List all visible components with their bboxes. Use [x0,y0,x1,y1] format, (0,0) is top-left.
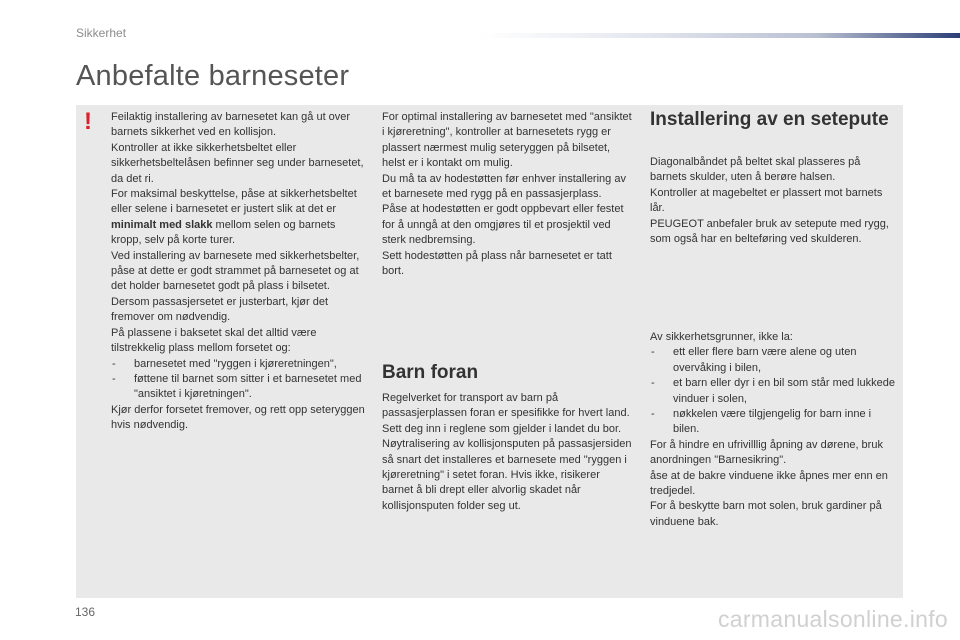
warning-text: mellom selen og barnets kropp, selv på korte turer. [111,218,336,247]
headrest-text-column [382,110,632,279]
list-item: - barnesetet med "ryggen i kjøreretningen", [111,357,366,372]
safety-text [650,330,898,530]
warning-text-column [111,110,366,434]
warning-paragraph: Kjør derfor forsetet fremover, og rett opp seteryggen hvis nødvendig. [111,403,365,432]
emphasis-text: minimalt med slakk [111,218,213,231]
header-gradient-bar [480,33,960,38]
safety-paragraph: For å hindre en ufrivilllig åpning av dørene, bruk anordningen "Barnesikring". [650,438,883,467]
list-item: - et barn eller dyr i en bil som står med lukkede vinduer i solen, [650,376,898,407]
watermark: carmanualsonline.info [717,606,948,632]
section-label: Sikkerhet [76,26,127,40]
warning-paragraph: Feilaktig installering av barnesetet kan gå ut over barnets sikkerhet ved en kollisjon. [111,111,351,139]
warning-text: For maksimal beskyttelse, påse at sikkerhetsbeltet eller selene i barnesetet er justert slik at det er [111,188,357,216]
headrest-paragraph: Påse at hodestøtten er godt oppbevart eller festet for å unngå at den omgjøres til et prosjektil ved sterk nedbremsing. [382,203,624,247]
page-number: 136 [75,605,96,619]
headrest-paragraph: Sett hodestøtten på plass når barnesetet er tatt bort. [382,249,612,278]
setepute-heading: Installering av en setepute [650,109,889,130]
warning-paragraph: Ved installering av barnesete med sikkerhetsbelter, påse at dette er godt strammet på barnesetet og at det holder barnesetet godt på plass i bilsetet. Dersom passasjersetet er justerbart, kjør det fremover om nødvendig. [111,249,360,324]
warning-paragraph: Kontroller at ikke sikkerhetsbeltet eller sikkerhetsbeltelåsen befinner seg under barnesetet, da det ri. [111,141,364,185]
warning-paragraph: På plassene i baksetet skal det alltid være tilstrekkelig plass mellom forsetet og: [111,326,317,355]
barn-foran-paragraph: Regelverket for transport av barn på passasjerplassen foran er spesifikke for hvert land. Sett deg inn i reglene som gjelder i landet du bor. [382,392,630,435]
warning-list [111,357,366,403]
warning-paragraph [111,187,366,249]
safety-paragraph: åse at de bakre vinduene ikke åpnes mer enn en tredjedel. [650,469,888,498]
list-item: - føttene til barnet som sitter i et barnesetet med "ansiktet i kjøretningen". [111,372,366,403]
list-item: - ett eller flere barn være alene og uten overvåking i bilen, [650,345,898,376]
setepute-paragraph: Kontroller at magebeltet er plassert mot barnets lår. [650,186,883,215]
barn-foran-heading: Barn foran [382,362,479,383]
setepute-paragraph: PEUGEOT anbefaler bruk av setepute med rygg, som også har en belteføring ved skulderen. [650,217,889,246]
safety-paragraph: Av sikkerhetsgrunner, ikke la: [650,331,793,343]
barn-foran-text [382,391,632,514]
list-item: - nøkkelen være tilgjengelig for barn inne i bilen. [650,407,898,438]
headrest-paragraph: Du må ta av hodestøtten før enhver installering av et barnesete med rygg på en passasjerplass. [382,172,626,201]
page-title: Anbefalte barneseter [76,60,350,92]
headrest-paragraph: For optimal installering av barnesetet med "ansiktet i kjøreretning", kontroller at barnesetets rygg er plassert nærmest mulig seteryggen på bilsetet, helst er i kontakt om mulig. [382,111,632,170]
setepute-paragraph: Diagonalbåndet på beltet skal plasseres på barnets skulder, uten å berøre halsen. [650,156,861,184]
warning-icon: ! [84,108,92,135]
safety-paragraph: For å beskytte barn mot solen, bruk gardiner på vinduene bak. [650,500,882,528]
safety-list [650,345,898,437]
barn-foran-paragraph: Nøytralisering av kollisjonsputen på passasjersiden så snart det installeres et barnesete med "ryggen i kjøreretning" i setet foran. Hvis ikke, risikerer barnet å bli drept eller alvorlig skadet når kollisjonsputen folder seg ut. [382,438,632,512]
setepute-text [650,155,898,247]
